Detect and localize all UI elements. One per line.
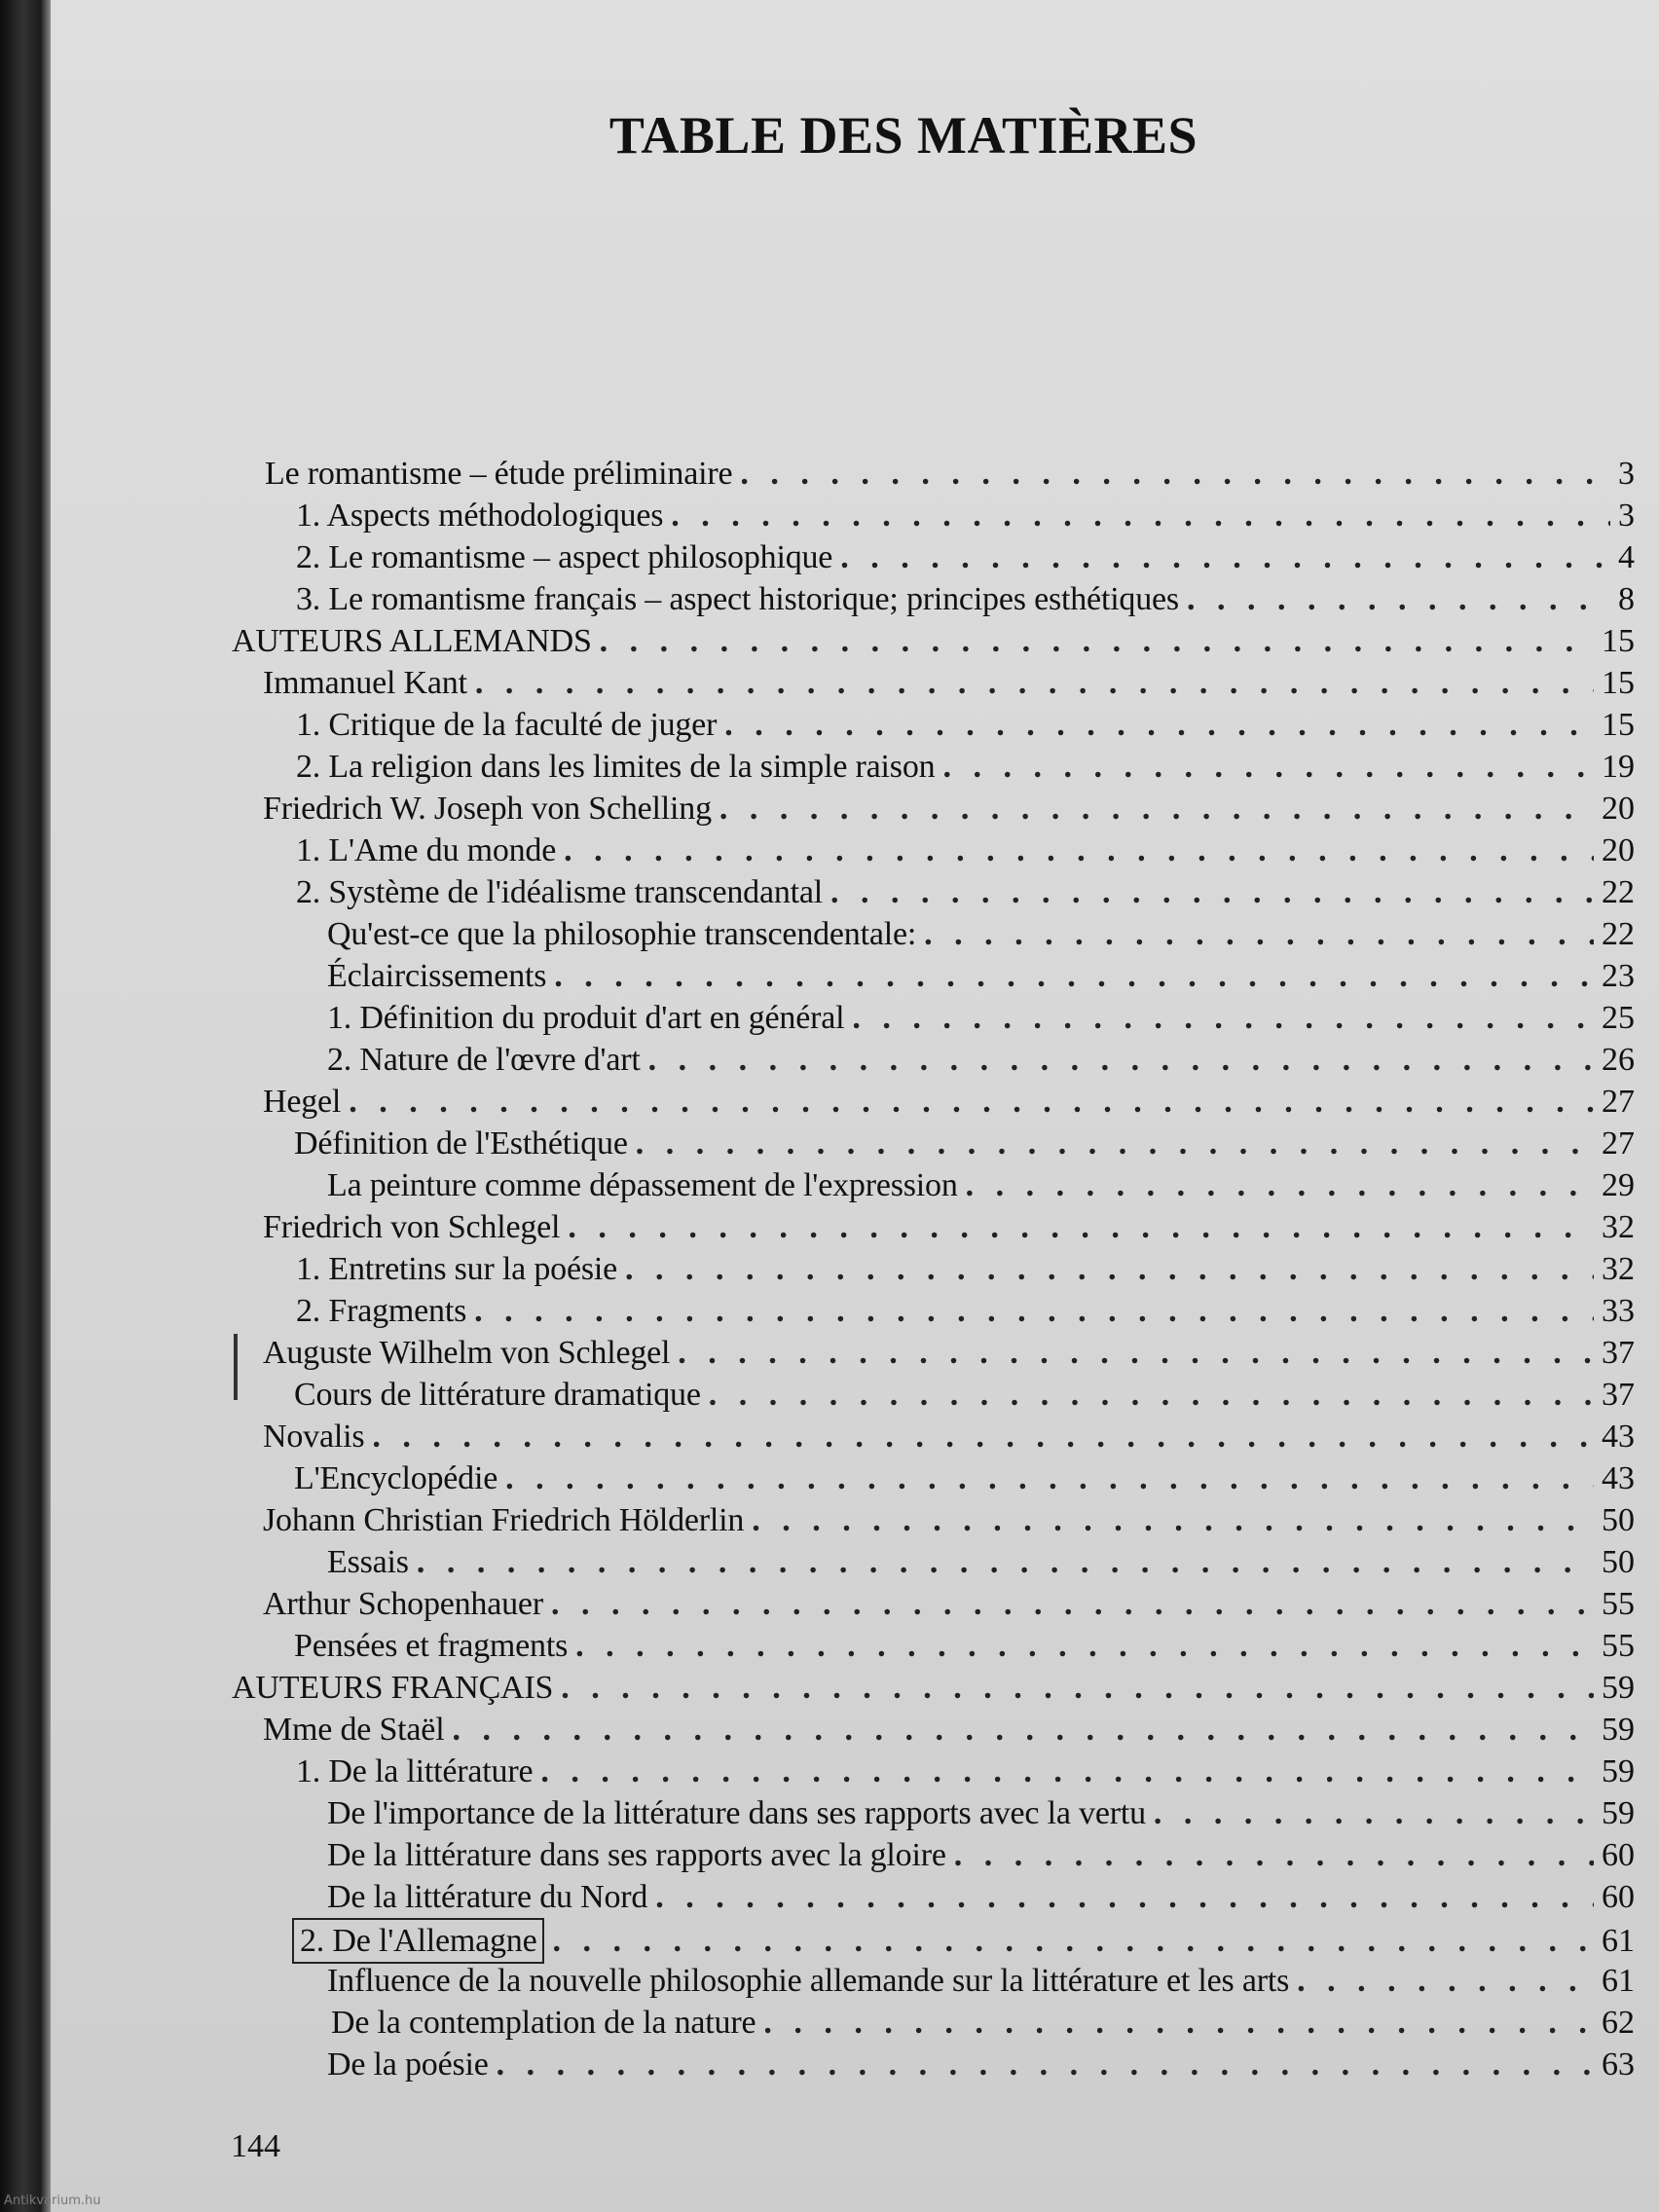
toc-entry (294, 1457, 1635, 1499)
toc-entry-page: 50 (1602, 1502, 1635, 1538)
toc-entry-title: Hegel (263, 1084, 342, 1120)
toc-entry (327, 1960, 1635, 2002)
toc-entry-title: 1. L'Ame du monde (296, 832, 557, 868)
toc-leader-dots (474, 1290, 1594, 1332)
toc-leader-dots (551, 1583, 1594, 1625)
toc-entry-title: Essais (327, 1544, 409, 1580)
toc-entry-page: 37 (1602, 1377, 1635, 1413)
toc-leader-dots (475, 662, 1594, 704)
toc-entry-page: 20 (1602, 791, 1635, 827)
margin-pencil-mark (234, 1334, 238, 1400)
toc-entry (296, 830, 1635, 871)
toc-leader-dots (830, 871, 1594, 913)
toc-entry (296, 578, 1635, 620)
toc-leader-dots (719, 788, 1594, 830)
toc-entry-page: 32 (1602, 1209, 1635, 1245)
toc-entry-title: AUTEURS FRANÇAIS (232, 1670, 554, 1706)
toc-entry-title: 1. De la littérature (296, 1753, 534, 1789)
toc-entry (263, 1206, 1635, 1248)
toc-entry (263, 788, 1635, 830)
toc-leader-dots (1187, 578, 1610, 620)
toc-entry-page: 4 (1618, 539, 1635, 575)
toc-entry (294, 1625, 1635, 1667)
toc-entry-title: 2. Nature de l'œvre d'art (327, 1042, 641, 1078)
toc-entry (327, 1164, 1635, 1206)
toc-entry (296, 536, 1635, 578)
toc-entry (331, 2002, 1635, 2044)
toc-entry-title: De l'importance de la littérature dans ses rapports avec la vertu (327, 1795, 1146, 1831)
toc-leader-dots (1297, 1960, 1594, 2002)
toc-leader-dots (752, 1499, 1594, 1541)
toc-leader-dots (564, 830, 1594, 871)
toc-entry (327, 1876, 1635, 1918)
toc-entry (296, 1751, 1635, 1792)
toc-entry (296, 704, 1635, 746)
toc-entry-page: 15 (1602, 707, 1635, 743)
toc-leader-dots (966, 1164, 1594, 1206)
toc-entry-page: 15 (1602, 623, 1635, 659)
toc-entry-page: 25 (1602, 1000, 1635, 1036)
page-title: TABLE DES MATIÈRES (608, 106, 1198, 165)
toc-entry-title: Influence de la nouvelle philosophie allemande sur la littérature et les arts (327, 1963, 1290, 1999)
toc-leader-dots (561, 1667, 1594, 1709)
toc-leader-dots (655, 1876, 1594, 1918)
toc-entry (296, 871, 1635, 913)
toc-entry-page: 55 (1602, 1628, 1635, 1664)
toc-leader-dots (942, 746, 1594, 788)
toc-entry-title: 1. Définition du produit d'art en général (327, 1000, 845, 1036)
toc-leader-dots (724, 704, 1594, 746)
toc-leader-dots (554, 955, 1594, 997)
toc-entry-title: Immanuel Kant (263, 665, 467, 701)
toc-entry-title: 2. La religion dans les limites de la simple raison (296, 749, 936, 785)
toc-leader-dots (1154, 1792, 1594, 1834)
toc-leader-dots (636, 1123, 1594, 1164)
toc-entry (296, 1248, 1635, 1290)
toc-entry (294, 1374, 1635, 1416)
toc-entry-title: 1. Entretins sur la poésie (296, 1251, 618, 1287)
toc-entry-title: 3. Le romantisme français – aspect historique; principes esthétiques (296, 581, 1179, 617)
toc-leader-dots (552, 1920, 1594, 1962)
toc-entry-title: Qu'est-ce que la philosophie transcendentale: (327, 916, 917, 952)
toc-entry (327, 1792, 1635, 1834)
toc-entry-title: Johann Christian Friedrich Hölderlin (263, 1502, 745, 1538)
toc-leader-dots (575, 1625, 1594, 1667)
toc-entry-title: 2. De l'Allemagne (292, 1918, 544, 1964)
toc-entry-page: 60 (1602, 1879, 1635, 1915)
toc-entry (232, 1667, 1635, 1709)
toc-entry-page: 43 (1602, 1419, 1635, 1455)
toc-entry-title: La peinture comme dépassement de l'expression (327, 1167, 958, 1203)
toc-leader-dots (648, 1039, 1594, 1081)
toc-entry (263, 1416, 1635, 1457)
toc-entry-page: 15 (1602, 665, 1635, 701)
toc-entry-page: 3 (1618, 498, 1635, 534)
toc-entry-page: 50 (1602, 1544, 1635, 1580)
toc-entry-title: De la littérature du Nord (327, 1879, 648, 1915)
toc-entry-title: De la littérature dans ses rapports avec la gloire (327, 1837, 946, 1873)
toc-entry (263, 662, 1635, 704)
toc-entry (292, 1918, 1635, 1960)
toc-entry-page: 23 (1602, 958, 1635, 994)
toc-entry-page: 19 (1602, 749, 1635, 785)
toc-entry (296, 495, 1635, 536)
toc-entry-page: 29 (1602, 1167, 1635, 1203)
toc-entry-page: 3 (1618, 456, 1635, 492)
toc-leader-dots (568, 1206, 1594, 1248)
toc-entry-title: Friedrich von Schlegel (263, 1209, 561, 1245)
toc-entry-page: 59 (1602, 1753, 1635, 1789)
toc-leader-dots (505, 1457, 1594, 1499)
toc-entry-title: Le romantisme – étude préliminaire (265, 456, 733, 492)
toc-entry-title: Définition de l'Esthétique (294, 1125, 628, 1161)
toc-entry-title: 2. Le romantisme – aspect philosophique (296, 539, 833, 575)
toc-entry-title: De la contemplation de la nature (331, 2005, 756, 2041)
toc-entry-page: 61 (1602, 1963, 1635, 1999)
toc-entry-title: Pensées et fragments (294, 1628, 569, 1664)
toc-entry-title: 2. Fragments (296, 1293, 467, 1329)
toc-entry (296, 746, 1635, 788)
toc-entry-page: 32 (1602, 1251, 1635, 1287)
toc-leader-dots (709, 1374, 1594, 1416)
toc-leader-dots (840, 536, 1610, 578)
toc-entry-title: AUTEURS ALLEMANDS (232, 623, 592, 659)
toc-entry-page: 59 (1602, 1670, 1635, 1706)
toc-entry (263, 1709, 1635, 1751)
toc-entry-page: 22 (1602, 916, 1635, 952)
toc-leader-dots (452, 1709, 1594, 1751)
toc-entry (327, 1834, 1635, 1876)
toc-entry-page: 26 (1602, 1042, 1635, 1078)
toc-entry-page: 59 (1602, 1712, 1635, 1748)
toc-entry (327, 2044, 1635, 2085)
toc-entry-page: 27 (1602, 1084, 1635, 1120)
toc-leader-dots (625, 1248, 1594, 1290)
toc-entry-page: 8 (1618, 581, 1635, 617)
toc-leader-dots (372, 1416, 1594, 1457)
toc-entry-title: Cours de littérature dramatique (294, 1377, 701, 1413)
toc-entry-title: Éclaircissements (327, 958, 547, 994)
toc-entry-page: 43 (1602, 1460, 1635, 1496)
watermark: Antikvarium.hu (4, 2194, 101, 2208)
toc-entry-page: 59 (1602, 1795, 1635, 1831)
toc-entry-page: 37 (1602, 1335, 1635, 1371)
toc-entry-title: L'Encyclopédie (294, 1460, 498, 1496)
toc-entry (232, 620, 1635, 662)
toc-entry (327, 913, 1635, 955)
toc-entry-title: De la poésie (327, 2046, 489, 2083)
book-page (51, 0, 1659, 2212)
toc-entry (327, 955, 1635, 997)
toc-entry-title: Mme de Staël (263, 1712, 445, 1748)
toc-entry-page: 33 (1602, 1293, 1635, 1329)
toc-leader-dots (600, 620, 1594, 662)
toc-leader-dots (763, 2002, 1594, 2044)
toc-leader-dots (349, 1081, 1594, 1123)
toc-entry-page: 20 (1602, 832, 1635, 868)
toc-leader-dots (924, 913, 1594, 955)
toc-leader-dots (497, 2044, 1594, 2085)
toc-entry-page: 63 (1602, 2046, 1635, 2083)
toc-leader-dots (954, 1834, 1594, 1876)
toc-entry (263, 1081, 1635, 1123)
toc-entry-page: 27 (1602, 1125, 1635, 1161)
toc-entry-page: 62 (1602, 2005, 1635, 2041)
toc-entry-title: 2. Système de l'idéalisme transcendantal (296, 874, 824, 910)
toc-entry (296, 1290, 1635, 1332)
page-number: 144 (231, 2128, 280, 2164)
toc-leader-dots (678, 1332, 1594, 1374)
toc-entry-title: Novalis (263, 1419, 365, 1455)
toc-entry (263, 1332, 1635, 1374)
toc-leader-dots (417, 1541, 1594, 1583)
toc-entry-title: Friedrich W. Joseph von Schelling (263, 791, 712, 827)
toc-entry-page: 61 (1602, 1923, 1635, 1959)
toc-entry (327, 1039, 1635, 1081)
toc-entry (327, 997, 1635, 1039)
toc-entry-title: 1. Aspects méthodologiques (296, 498, 664, 534)
book-spine (0, 0, 51, 2212)
toc-entry-title: 1. Critique de la faculté de juger (296, 707, 718, 743)
toc-entry-page: 22 (1602, 874, 1635, 910)
toc-leader-dots (671, 495, 1610, 536)
toc-entry-title: Auguste Wilhelm von Schlegel (263, 1335, 671, 1371)
toc-entry (294, 1123, 1635, 1164)
toc-entry-title: Arthur Schopenhauer (263, 1586, 543, 1622)
toc-entry-page: 60 (1602, 1837, 1635, 1873)
toc-leader-dots (540, 1751, 1594, 1792)
toc-entry (263, 1583, 1635, 1625)
toc-leader-dots (852, 997, 1594, 1039)
toc-entry (327, 1541, 1635, 1583)
toc-entry-page: 55 (1602, 1586, 1635, 1622)
toc-entry (265, 453, 1635, 495)
toc-entry (263, 1499, 1635, 1541)
toc-leader-dots (740, 453, 1610, 495)
